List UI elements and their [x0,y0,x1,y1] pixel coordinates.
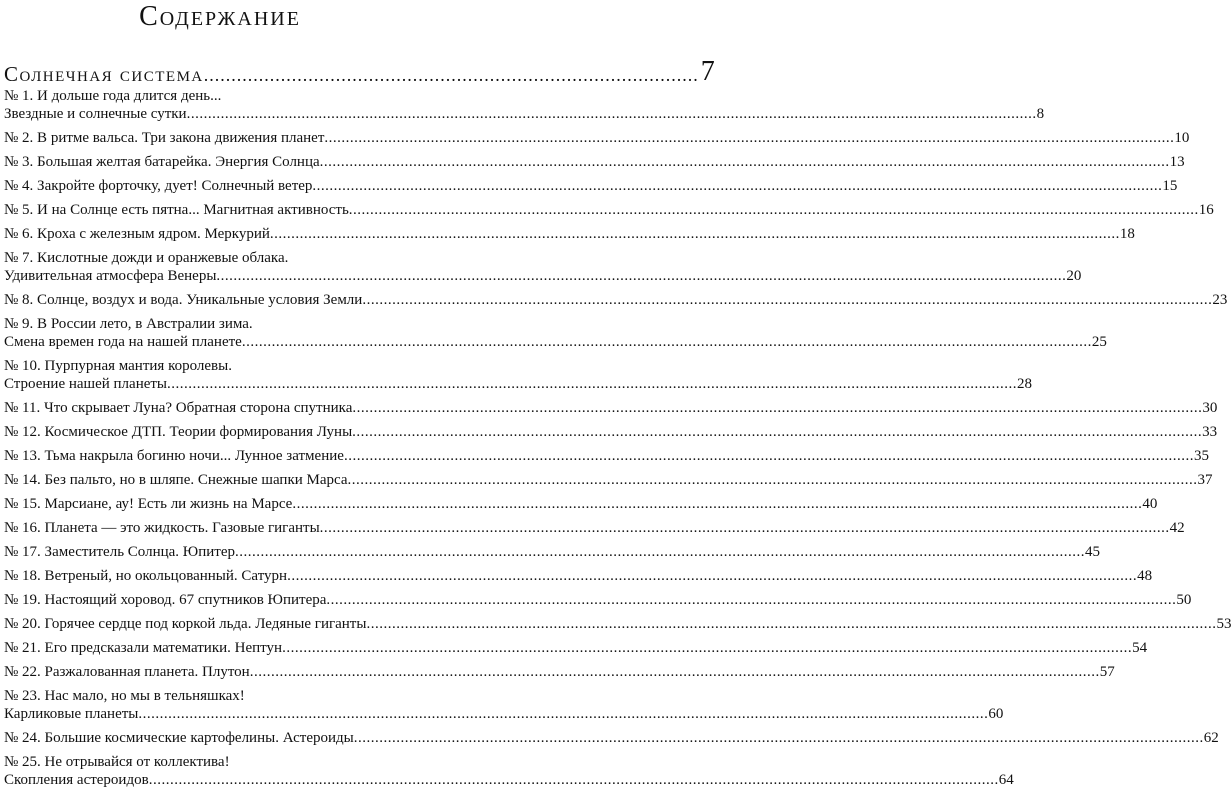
toc-entry[interactable] [4,615,1231,633]
dot-leader: ........................................................................................................................................................................................................ [319,154,1170,170]
toc-page-number: 50 [1176,592,1192,608]
toc-entry-title: Скопления астероидов [4,772,149,788]
dot-leader: ........................................................................................................................................................................................................ [353,730,1204,746]
dot-leader: ........................................................................................................................................................................................................ [326,592,1177,608]
toc-entry-row [4,729,1219,747]
page-title: Содержание [139,1,301,32]
dot-leader: ........................................................................................................................................................................................................ [186,106,1037,122]
toc-page-number: 64 [998,772,1014,788]
dot-leader: ........................................................................................................................................................................................................ [249,664,1100,680]
toc-entry-row [4,423,1218,441]
toc-entry-row [4,771,1014,789]
dot-leader: ........................................................................................................................................................................................................ [138,706,989,722]
section-heading[interactable] [4,56,715,87]
toc-entry[interactable] [4,447,1209,465]
toc-entry[interactable] [4,591,1192,609]
toc-entry[interactable] [4,753,1014,789]
toc-entry-heading: № 10. Пурпурная мантия королевы. [4,358,232,374]
dot-leader: ........................................................................................................................................................................................................ [292,496,1143,512]
toc-page-number: 25 [1091,334,1107,350]
dot-leader: ........................................................................................................................................................................................................ [241,334,1092,350]
toc-entry-title: № 6. Кроха с железным ядром. Меркурий [4,226,270,242]
toc-entry[interactable] [4,249,1082,285]
dot-leader: .......................................................................................... [203,65,699,85]
toc-entry-heading: № 9. В России лето, в Австралии зима. [4,316,253,332]
toc-entry-title: Звездные и солнечные сутки [4,106,187,122]
toc-page-number: 20 [1066,268,1082,284]
toc-entry[interactable] [4,423,1218,441]
toc-entry[interactable] [4,729,1219,747]
toc-entry-row [4,153,1185,171]
dot-leader: ........................................................................................................................................................................................................ [366,616,1217,632]
toc-entry-row [4,105,1045,123]
toc-entry-row [4,591,1192,609]
toc-entry-heading: № 7. Кислотные дожди и оранжевые облака. [4,250,289,266]
toc-entry-title: Удивительная атмосфера Венеры [4,268,217,284]
toc-page-number: 30 [1202,400,1218,416]
dot-leader: ........................................................................................................................................................................................................ [362,292,1213,308]
dot-leader: ........................................................................................................................................................................................................ [167,376,1018,392]
toc-entry-title: № 21. Его предсказали математики. Нептун [4,640,283,656]
toc-entry-title: № 2. В ритме вальса. Три закона движения планет [4,130,325,146]
toc-entry-row [4,519,1185,537]
toc-entry-title: № 17. Заместитель Солнца. Юпитер [4,544,235,560]
toc-entry-row [4,447,1209,465]
toc-entry[interactable] [4,471,1213,489]
dot-leader: ........................................................................................................................................................................................................ [347,472,1198,488]
dot-leader: ........................................................................................................................................................................................................ [324,130,1175,146]
toc-page-number: 35 [1193,448,1209,464]
toc-entry-row [4,225,1135,243]
toc-entry[interactable] [4,315,1107,351]
toc-page-number: 40 [1142,496,1158,512]
toc-entry-title: Карликовые планеты [4,706,139,722]
toc-entry-row [4,663,1115,681]
toc-page-number: 18 [1119,226,1135,242]
toc-entry-heading: № 23. Нас мало, но мы в тельняшках! [4,688,245,704]
toc-page-number: 60 [988,706,1004,722]
toc-entry-row [4,177,1178,195]
toc-entry-title: № 19. Настоящий хоровод. 67 спутников Юпитера [4,592,327,608]
toc-entry[interactable] [4,519,1185,537]
dot-leader: ........................................................................................................................................................................................................ [216,268,1067,284]
toc-entry-row [4,129,1190,147]
toc-entry-row [4,471,1213,489]
toc-entry-title: № 20. Горячее сердце под коркой льда. Ледяные гиганты [4,616,367,632]
toc-entry-row [4,495,1158,513]
dot-leader: ........................................................................................................................................................................................................ [269,226,1120,242]
toc-entry-title: Строение нашей планеты [4,376,168,392]
dot-leader: ........................................................................................................................................................................................................ [319,520,1170,536]
toc-entry-row [4,543,1100,561]
toc-entry[interactable] [4,663,1115,681]
toc-page-number: 53 [1216,616,1231,632]
toc-entry-row [4,615,1231,633]
toc-entry-title: № 24. Большие космические картофелины. Астероиды [4,730,354,746]
toc-entry-row [4,201,1214,219]
toc-page-number: 45 [1084,544,1100,560]
toc-entry-row [4,567,1153,585]
toc-entry-title: № 5. И на Солнце есть пятна... Магнитная активность [4,202,349,218]
toc-entry[interactable] [4,495,1158,513]
toc-entry-title: № 13. Тьма накрыла богиню ночи... Лунное затмение [4,448,344,464]
toc-page-number: 13 [1169,154,1185,170]
toc-entry-title: № 12. Космическое ДТП. Теории формирования Луны [4,424,353,440]
toc-page-number: 8 [1036,106,1045,122]
toc-page-number: 37 [1197,472,1213,488]
dot-leader: ........................................................................................................................................................................................................ [148,772,999,788]
toc-page-number: 48 [1137,568,1153,584]
toc-entry[interactable] [4,639,1148,657]
toc-entry-heading: № 1. И дольше года длится день... [4,88,222,104]
toc-page-number: 23 [1212,292,1228,308]
toc-entry[interactable] [4,87,1045,123]
toc-entry[interactable] [4,177,1178,195]
toc-entry[interactable] [4,225,1135,243]
toc-entry-title: № 14. Без пальто, но в шляпе. Снежные шапки Марса [4,472,348,488]
toc-entry[interactable] [4,543,1100,561]
toc-entry[interactable] [4,129,1190,147]
section-page-number: 7 [700,56,715,87]
dot-leader: ........................................................................................................................................................................................................ [348,202,1199,218]
toc-page-number: 15 [1162,178,1178,194]
dot-leader: ........................................................................................................................................................................................................ [234,544,1085,560]
toc-page-number: 57 [1099,664,1115,680]
dot-leader: ........................................................................................................................................................................................................ [287,568,1138,584]
toc-entry[interactable] [4,399,1218,417]
toc-entry-row [4,333,1107,351]
toc-page-number: 10 [1174,130,1190,146]
toc-entry-row [4,375,1033,393]
toc-page-number: 33 [1202,424,1218,440]
toc-entry-row [4,639,1148,657]
toc-entry-title: № 15. Марсиане, ау! Есть ли жизнь на Марсе [4,496,293,512]
toc-entry-row [4,267,1082,285]
toc-entry-title: № 3. Большая желтая батарейка. Энергия Солнца [4,154,320,170]
toc-entry[interactable] [4,153,1185,171]
toc-page-number: 42 [1169,520,1185,536]
toc-entry[interactable] [4,291,1228,309]
dot-leader: ........................................................................................................................................................................................................ [352,424,1203,440]
toc-entry[interactable] [4,201,1214,219]
toc-entry-row [4,399,1218,417]
toc-entry-title: № 8. Солнце, воздух и вода. Уникальные условия Земли [4,292,363,308]
toc-entry-heading: № 25. Не отрывайся от коллектива! [4,754,230,770]
toc-page-number: 62 [1203,730,1219,746]
toc-entry-row [4,705,1004,723]
toc-entry[interactable] [4,567,1153,585]
toc-entry-title: № 22. Разжалованная планета. Плутон [4,664,250,680]
section-label: Солнечная система [4,62,204,86]
toc-entry-row [4,291,1228,309]
toc-entry-title: № 18. Ветреный, но окольцованный. Сатурн [4,568,288,584]
toc-entry-title: № 4. Закройте форточку, дует! Солнечный ветер [4,178,313,194]
toc-page-number: 16 [1198,202,1214,218]
dot-leader: ........................................................................................................................................................................................................ [352,400,1203,416]
toc-list [4,87,1231,795]
dot-leader: ........................................................................................................................................................................................................ [343,448,1194,464]
toc-entry-title: № 11. Что скрывает Луна? Обратная сторона спутника [4,400,353,416]
toc-page-number: 28 [1017,376,1033,392]
toc-entry[interactable] [4,687,1004,723]
toc-entry-title: Смена времен года на нашей планете [4,334,242,350]
toc-entry[interactable] [4,357,1033,393]
dot-leader: ........................................................................................................................................................................................................ [282,640,1133,656]
dot-leader: ........................................................................................................................................................................................................ [312,178,1163,194]
toc-entry-title: № 16. Планета — это жидкость. Газовые гиганты [4,520,320,536]
toc-page-number: 54 [1132,640,1148,656]
